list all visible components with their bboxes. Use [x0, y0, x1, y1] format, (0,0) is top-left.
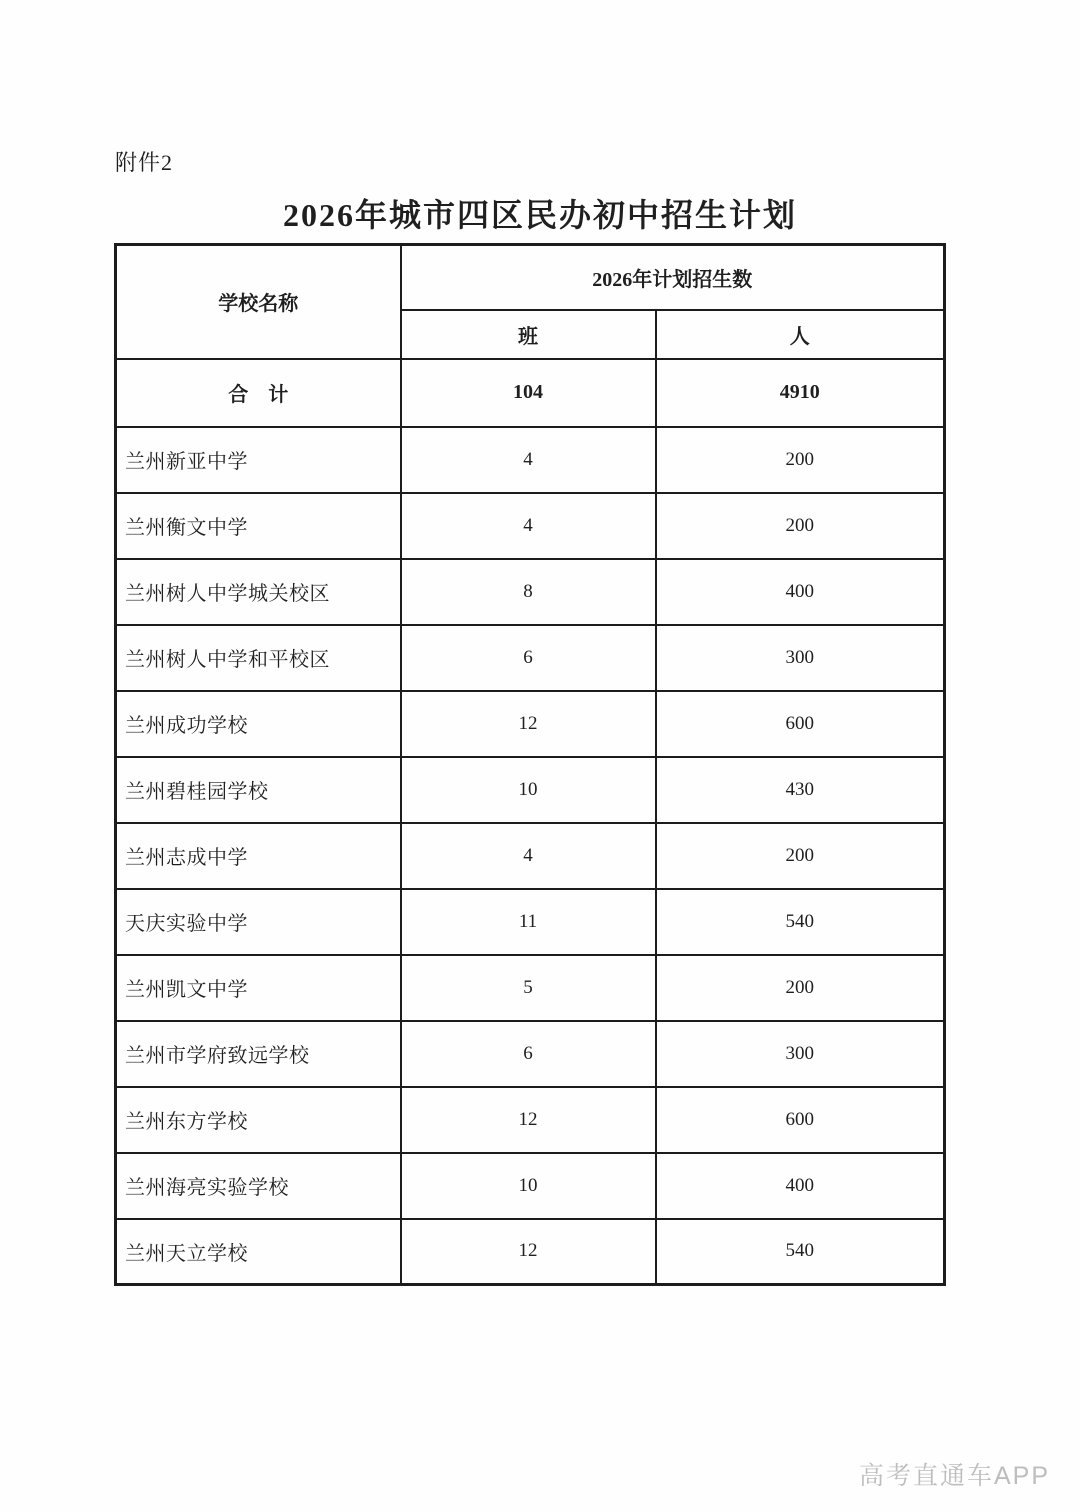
enrollment-plan-table: [114, 243, 946, 1286]
classes-cell: 6: [401, 1021, 656, 1087]
table-row: [116, 823, 945, 889]
table-row: [116, 493, 945, 559]
school-name-cell: 兰州树人中学城关校区: [116, 559, 401, 625]
school-name-cell: 兰州碧桂园学校: [116, 757, 401, 823]
people-cell: 600: [656, 691, 945, 757]
page-title: 2026年城市四区民办初中招生计划: [282, 197, 797, 233]
people-cell: 400: [656, 559, 945, 625]
people-cell: 540: [656, 889, 945, 955]
classes-cell: 6: [401, 625, 656, 691]
table-row: [116, 1087, 945, 1153]
school-name-cell: 兰州成功学校: [116, 691, 401, 757]
people-cell: 200: [656, 823, 945, 889]
table-row: [116, 1021, 945, 1087]
header-classes: 班: [401, 310, 656, 359]
header-plan-count: 2026年计划招生数: [401, 245, 945, 310]
total-label: 合 计: [116, 359, 401, 427]
classes-cell: 4: [401, 823, 656, 889]
school-name-cell: 兰州市学府致远学校: [116, 1021, 401, 1087]
people-cell: 430: [656, 757, 945, 823]
total-row: [116, 359, 945, 427]
school-name-cell: 兰州衡文中学: [116, 493, 401, 559]
header-people: 人: [656, 310, 945, 359]
school-name-cell: 兰州海亮实验学校: [116, 1153, 401, 1219]
people-cell: 200: [656, 955, 945, 1021]
table-row: [116, 559, 945, 625]
table-row: [116, 889, 945, 955]
table-row: [116, 625, 945, 691]
classes-cell: 4: [401, 427, 656, 493]
school-name-cell: 兰州志成中学: [116, 823, 401, 889]
school-name-cell: 兰州树人中学和平校区: [116, 625, 401, 691]
school-name-cell: 兰州天立学校: [116, 1219, 401, 1285]
people-cell: 200: [656, 493, 945, 559]
table-row: [116, 955, 945, 1021]
table-row: [116, 757, 945, 823]
classes-cell: 10: [401, 1153, 656, 1219]
attachment-label: 附件2: [115, 150, 174, 175]
table-row: [116, 691, 945, 757]
table-row: [116, 427, 945, 493]
people-cell: 540: [656, 1219, 945, 1285]
classes-cell: 10: [401, 757, 656, 823]
classes-cell: 11: [401, 889, 656, 955]
people-cell: 300: [656, 1021, 945, 1087]
total-people-value: 4910: [656, 359, 945, 427]
classes-cell: 8: [401, 559, 656, 625]
classes-cell: 4: [401, 493, 656, 559]
header-school-name: 学校名称: [116, 245, 401, 359]
school-name-cell: 兰州东方学校: [116, 1087, 401, 1153]
table-header-row-1: [116, 245, 945, 310]
classes-cell: 12: [401, 691, 656, 757]
school-name-cell: 天庆实验中学: [116, 889, 401, 955]
classes-cell: 5: [401, 955, 656, 1021]
table-row: [116, 1219, 945, 1285]
watermark: 高考直通车APP: [858, 1462, 1050, 1490]
people-cell: 600: [656, 1087, 945, 1153]
table-row: [116, 1153, 945, 1219]
people-cell: 400: [656, 1153, 945, 1219]
people-cell: 300: [656, 625, 945, 691]
classes-cell: 12: [401, 1087, 656, 1153]
people-cell: 200: [656, 427, 945, 493]
total-classes-value: 104: [401, 359, 656, 427]
classes-cell: 12: [401, 1219, 656, 1285]
school-name-cell: 兰州新亚中学: [116, 427, 401, 493]
school-name-cell: 兰州凯文中学: [116, 955, 401, 1021]
